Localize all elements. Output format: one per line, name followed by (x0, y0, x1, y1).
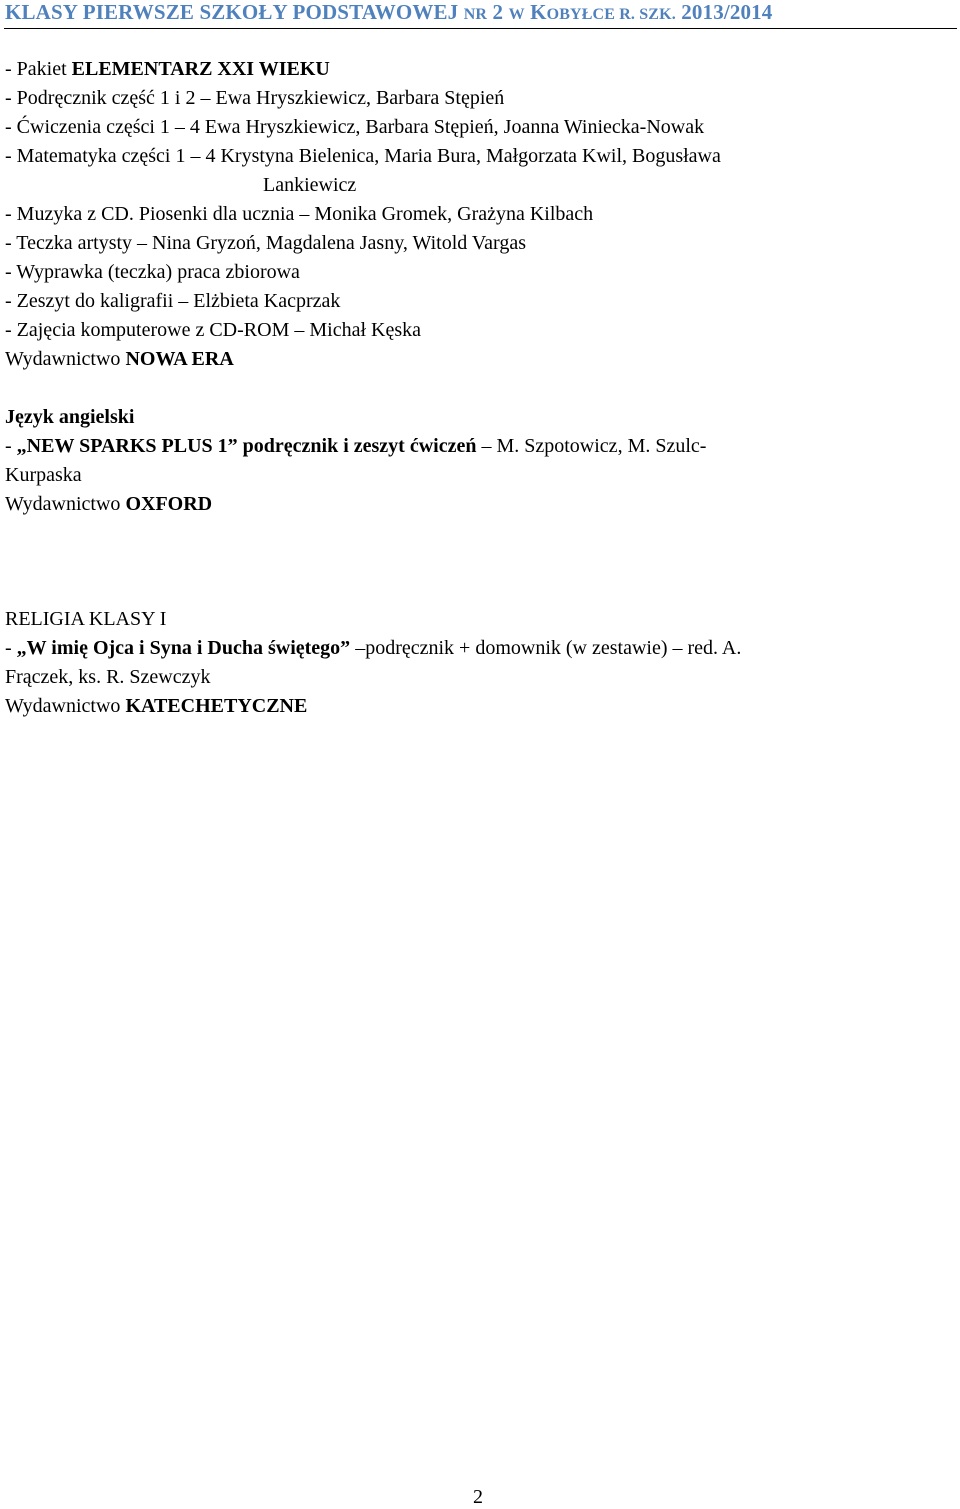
list-item-new-sparks-cont: Kurpaska (5, 464, 82, 486)
list-item-new-sparks: - „NEW SPARKS PLUS 1” podręcznik i zeszyt ćwiczeń – M. Szpotowicz, M. Szulc- (5, 435, 707, 457)
header-text-4: W (508, 6, 525, 23)
list-item-religia: - „W imię Ojca i Syna i Ducha świętego” –podręcznik + domownik (w zestawie) – red. A. (5, 637, 742, 659)
publisher-katechetyczne: Wydawnictwo KATECHETYCZNE (5, 695, 308, 717)
publisher-oxford: Wydawnictwo OXFORD (5, 493, 213, 515)
header-divider (4, 28, 957, 29)
publisher-nowa-era: Wydawnictwo NOWA ERA (5, 348, 234, 370)
running-header (5, 0, 957, 24)
list-item-pakiet: - Pakiet ELEMENTARZ XXI WIEKU (5, 58, 330, 80)
list-item-podrecznik: - Podręcznik część 1 i 2 – Ewa Hryszkiewicz, Barbara Stępień (5, 87, 505, 109)
list-item-muzyka: - Muzyka z CD. Piosenki dla ucznia – Monika Gromek, Grażyna Kilbach (5, 203, 594, 225)
header-text-5: K (524, 0, 547, 24)
section-heading-religia: RELIGIA KLASY I (5, 608, 167, 630)
section-heading-english: Język angielski (5, 406, 135, 428)
header-text-1: KLASY PIERWSZE SZKOŁY PODSTAWOWEJ (5, 0, 464, 24)
header-text-3: 2 (487, 0, 509, 24)
list-item-zeszyt: - Zeszyt do kaligrafii – Elżbieta Kacprzak (5, 290, 341, 312)
list-item-teczka: - Teczka artysty – Nina Gryzoń, Magdalena Jasny, Witold Vargas (5, 232, 526, 254)
list-item-matematyka: - Matematyka części 1 – 4 Krystyna Bielenica, Maria Bura, Małgorzata Kwil, Bogusława (5, 145, 721, 167)
list-item-zajecia: - Zajęcia komputerowe z CD-ROM – Michał Kęska (5, 319, 421, 341)
header-text-7: 2013/2014 (675, 0, 773, 24)
list-item-matematyka-cont: Lankiewicz (263, 174, 357, 196)
list-item-wyprawka: - Wyprawka (teczka) praca zbiorowa (5, 261, 300, 283)
page-number: 2 (473, 1486, 483, 1508)
header-text-2: NR (463, 6, 488, 23)
header-text-6: OBYŁCE R. SZK. (546, 6, 676, 23)
list-item-cwiczenia: - Ćwiczenia części 1 – 4 Ewa Hryszkiewicz, Barbara Stępień, Joanna Winiecka-Nowak (5, 116, 705, 138)
list-item-religia-cont: Frączek, ks. R. Szewczyk (5, 666, 211, 688)
